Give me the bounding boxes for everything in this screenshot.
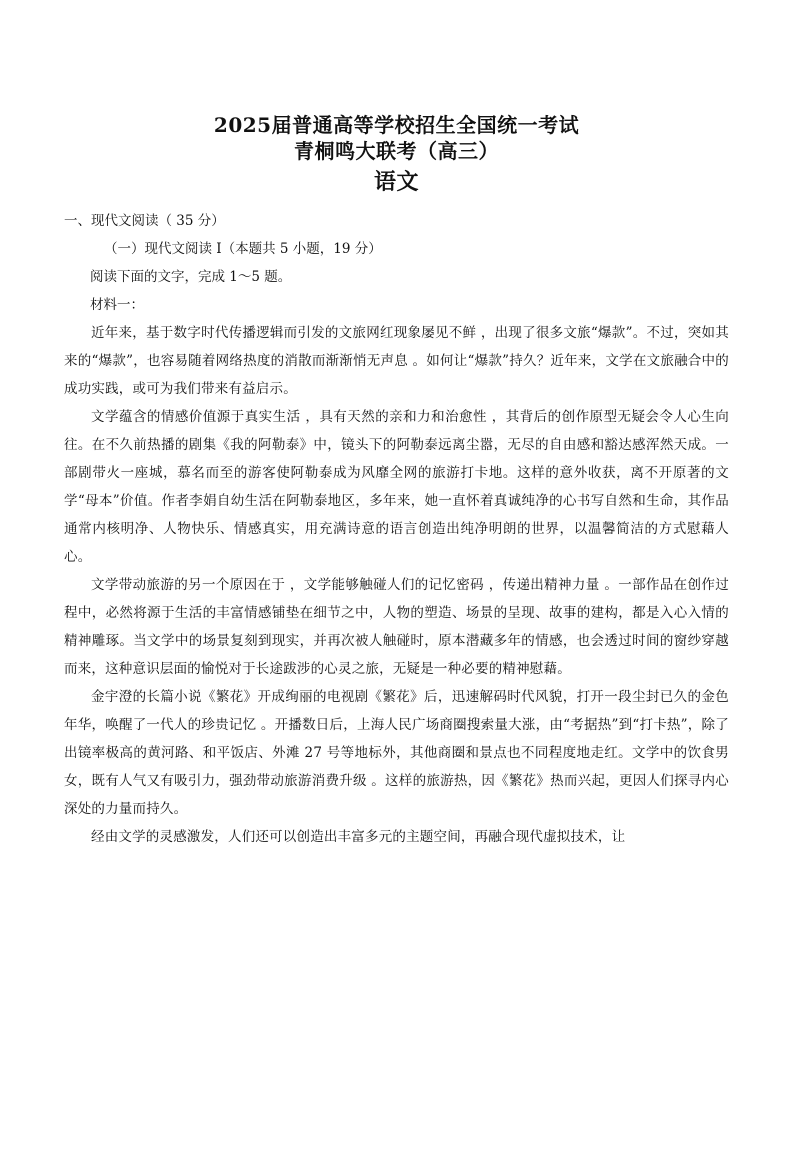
exam-content	[64, 207, 729, 851]
reading-instruction: 阅读下面的文字，完成 1～5 题。	[90, 269, 292, 285]
paragraph-4: 金宇澄的长篇小说《繁花》开成绚丽的电视剧《繁花》后，迅速解码时代风貌，打开一段尘封已久的金色年华，唤醒了一代人的珍贵记忆 。开播数日后，上海人民广场商圈搜索量大涨，由“考据热”到“打卡热”，除了出镜率极高的黄河路、和平饭店、外滩 27 号等地标外，其他商圈和景点也不同程度地走红。文学中的饮食男女，既有人气又有吸引力，强劲带动旅游消费升级 。这样的旅游热，因《繁花》热而兴起，更因人们探寻内心深处的力量而持久。	[64, 689, 729, 817]
paragraph-2: 文学蕴含的情感价值源于真实生活 ，具有天然的亲和力和治愈性 ，其背后的创作原型无疑会令人心生向往。在不久前热播的剧集《我的阿勒泰》中，镜头下的阿勒泰远离尘嚣，无尽的自由感和豁达感浑然天成。一部剧带火一座城，慕名而至的游客使阿勒泰成为风靡全网的旅游打卡地。这样的意外收获，离不开原著的文学“母本”价值。作者李娟自幼生活在阿勒泰地区，多年来，她一直怀着真诚纯净的心书写自然和生命，其作品通常内核明净、人物快乐、情感真实，用充满诗意的语言创造出纯净明朗的世界，以温馨简洁的方式慰藉人心。	[64, 409, 729, 565]
exam-title: 2025届普通高等学校招生全国统一考试	[213, 113, 580, 137]
section-heading: 一、现代文阅读（ 35 分）	[64, 213, 225, 229]
exam-subtitle: 青桐鸣大联考（高三）	[294, 139, 499, 163]
paragraph-5: 经由文学的灵感激发，人们还可以创造出丰富多元的主题空间，再融合现代虚拟技术，让	[91, 829, 626, 845]
material-label: 材料一：	[90, 297, 144, 313]
paragraph-3: 文学带动旅游的另一个原因在于 ，文学能够触碰人们的记忆密码 ，传递出精神力量 。一部作品在创作过程中，必然将源于生活的丰富情感铺垫在细节之中，人物的塑造、场景的呈现、故事的建构，都是入心入情的精神雕琢。当文学中的场景复刻到现实，并再次被人触碰时，原本潜藏多年的情感，也会透过时间的窗纱穿越而来，这种意识层面的愉悦对于长途跋涉的心灵之旅，无疑是一种必要的精神慰藉。	[64, 577, 729, 677]
paragraph-1: 近年来，基于数字时代传播逻辑而引发的文旅网红现象屡见不鲜 ，出现了很多文旅“爆款”。不过，突如其来的“爆款”，也容易随着网络热度的消散而渐渐悄无声息 。如何让“爆款”持久？近年来，文学在文旅融合中的成功实践，或可为我们带来有益启示。	[64, 325, 729, 397]
subject-title: 语文	[373, 169, 419, 195]
exam-header	[64, 112, 729, 198]
subsection-heading: （一）现代文阅读 I（本题共 5 小题，19 分）	[104, 241, 382, 257]
